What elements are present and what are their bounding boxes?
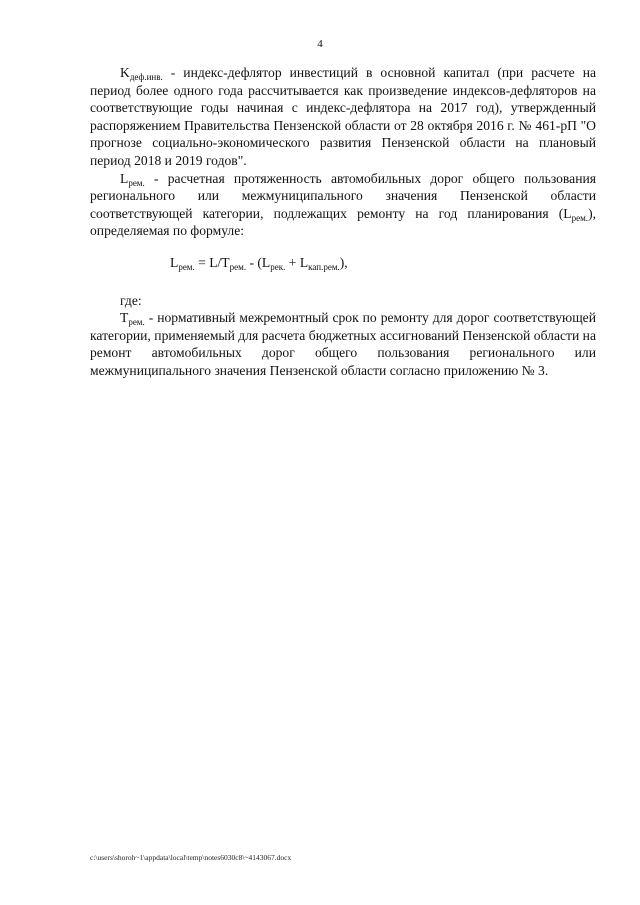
symbol-l-subscript: рем. <box>128 177 145 188</box>
formula-l: L <box>170 254 179 270</box>
symbol-t-subscript: рем. <box>128 317 145 328</box>
formula-rek-sub: рек. <box>270 261 286 272</box>
where-label: где: <box>120 292 142 308</box>
page-number: 4 <box>317 38 323 50</box>
symbol-k: K <box>120 65 130 80</box>
formula-t-sub: рем. <box>229 261 247 272</box>
paragraph-l-text-a: - расчетная протяженность автомобильных дорог общего пользования регионального или межмуниципального значения Пензенской области соответствующей категории, подлежащих ремонту на год планирования (L <box>90 170 596 221</box>
paragraph-k-deflator <box>90 64 596 170</box>
paragraph-l-text-b: ), определяемая по формуле: <box>90 205 596 239</box>
formula <box>90 254 596 272</box>
formula-eq: = L/T <box>194 254 230 270</box>
formula-mid: - (L <box>246 254 271 270</box>
paragraph-k-text: - индекс-дефлятор инвестиций в основной капитал (при расчете на период более одного года рассчитывается как произведение индексов-дефляторов на соответствующие годы начиная с индекс-дефлятора на 2017 год), утвержденный распоряжением Правительства Пензенской области от 28 октября 2016 г. № 461-рП "О прогнозе социально-экономического развития Пензенской области на плановый период 2018 и 2019 годов". <box>90 65 596 168</box>
formula-l-sub: рем. <box>178 261 195 272</box>
document-body <box>90 64 596 380</box>
formula-kap-sub: кап.рем. <box>308 261 340 272</box>
formula-end: ), <box>339 254 348 270</box>
paragraph-l-inline-subscript: рем. <box>571 212 589 223</box>
formula-plus: + L <box>285 254 309 270</box>
paragraph-l-rem <box>90 170 596 240</box>
paragraph-t-rem <box>90 309 596 379</box>
footer-file-path: c:\users\shoroh~1\appdata\local\temp\notes6030c8\~4143067.docx <box>90 853 292 862</box>
symbol-l: L <box>120 170 129 186</box>
symbol-k-subscript: деф.инв. <box>129 72 163 82</box>
paragraph-t-text: - нормативный межремонтный срок по ремонту для дорог соответствующей категории, применяемый для расчета бюджетных ассигнований Пензенской области на ремонт автомобильных дорог общего пользования регионального или межмуниципального значения Пензенской области согласно приложению № 3. <box>90 310 596 378</box>
symbol-t: T <box>120 310 129 326</box>
